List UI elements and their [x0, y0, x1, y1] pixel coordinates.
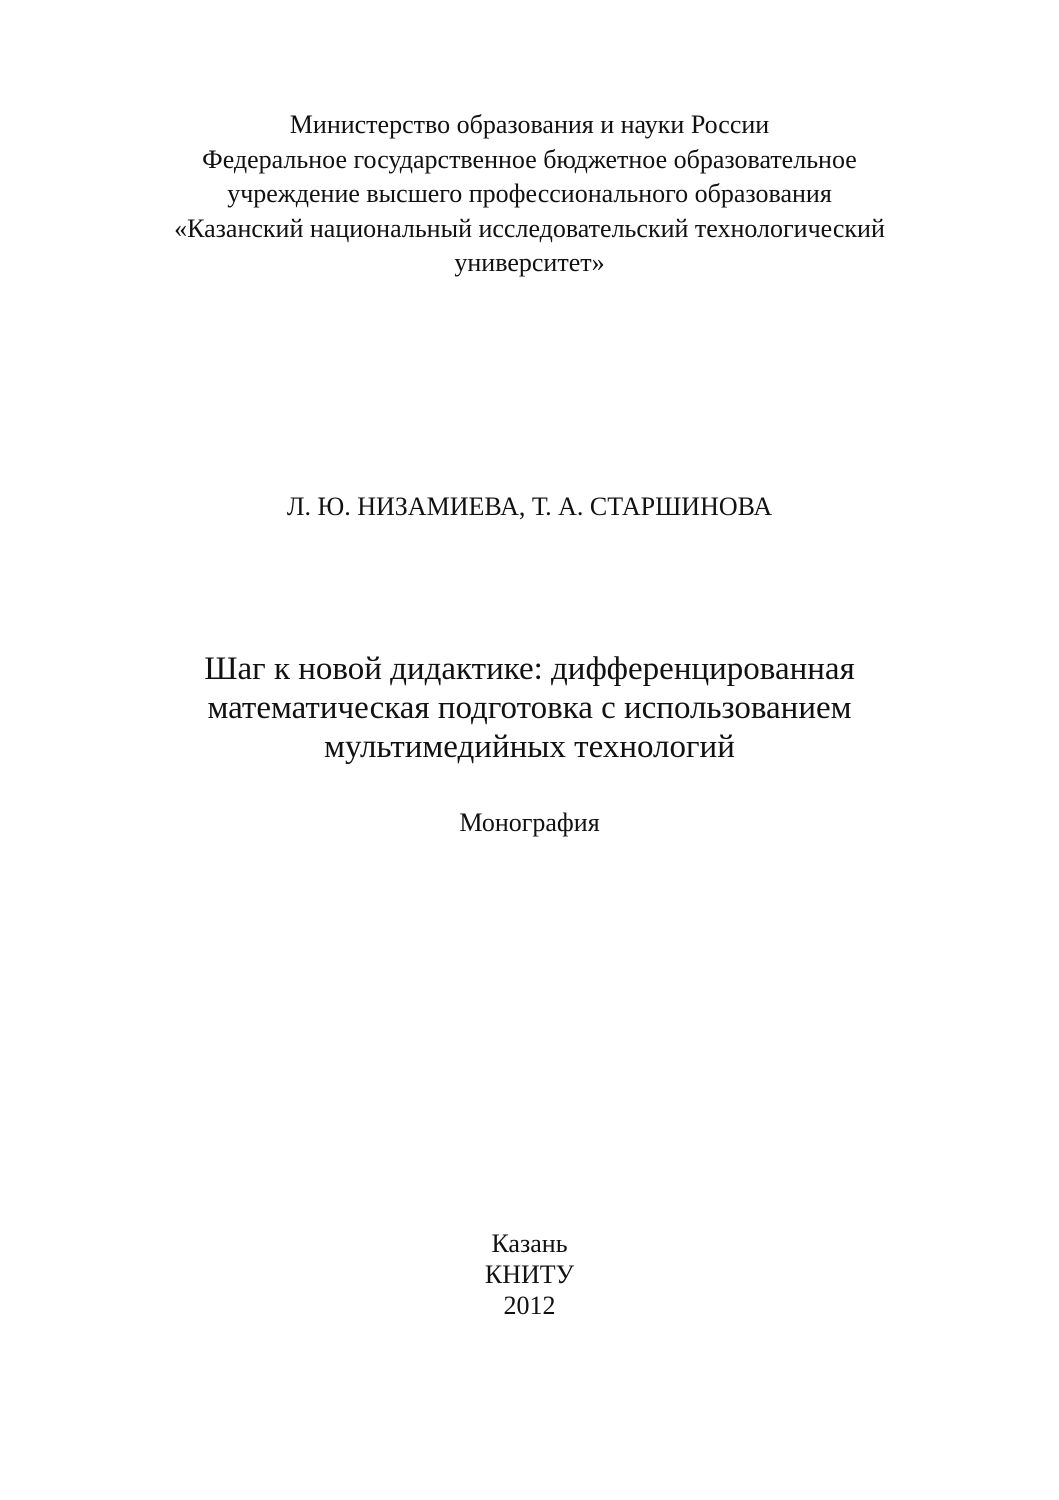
imprint-publisher: КНИТУ	[484, 1260, 575, 1289]
institution-line-federal: Федеральное государственное бюджетное образовательное	[202, 144, 857, 174]
authors	[0, 490, 1059, 524]
book-title	[0, 650, 1059, 767]
institution-line-ministry: Министерство образования и науки России	[289, 110, 770, 139]
imprint	[0, 1228, 1059, 1321]
title-line-2: математическая подготовка с использованием	[207, 690, 852, 726]
authors-line: Л. Ю. НИЗАМИЕВА, Т. А. СТАРШИНОВА	[286, 492, 773, 521]
title-line-3: мультимедийных технологий	[324, 729, 735, 765]
institution-line-university: университет»	[454, 248, 605, 277]
title-line-1: Шаг к новой дидактике: дифференцированная	[204, 651, 855, 687]
subtitle-line: Монография	[459, 808, 600, 837]
imprint-city: Казань	[491, 1229, 568, 1258]
institution-line-university-name: «Казанский национальный исследовательский технологический	[174, 213, 885, 243]
institution-header	[0, 108, 1059, 281]
imprint-year: 2012	[503, 1291, 556, 1320]
institution-line-education: учреждение высшего профессионального образования	[227, 179, 832, 208]
book-subtitle	[0, 806, 1059, 840]
